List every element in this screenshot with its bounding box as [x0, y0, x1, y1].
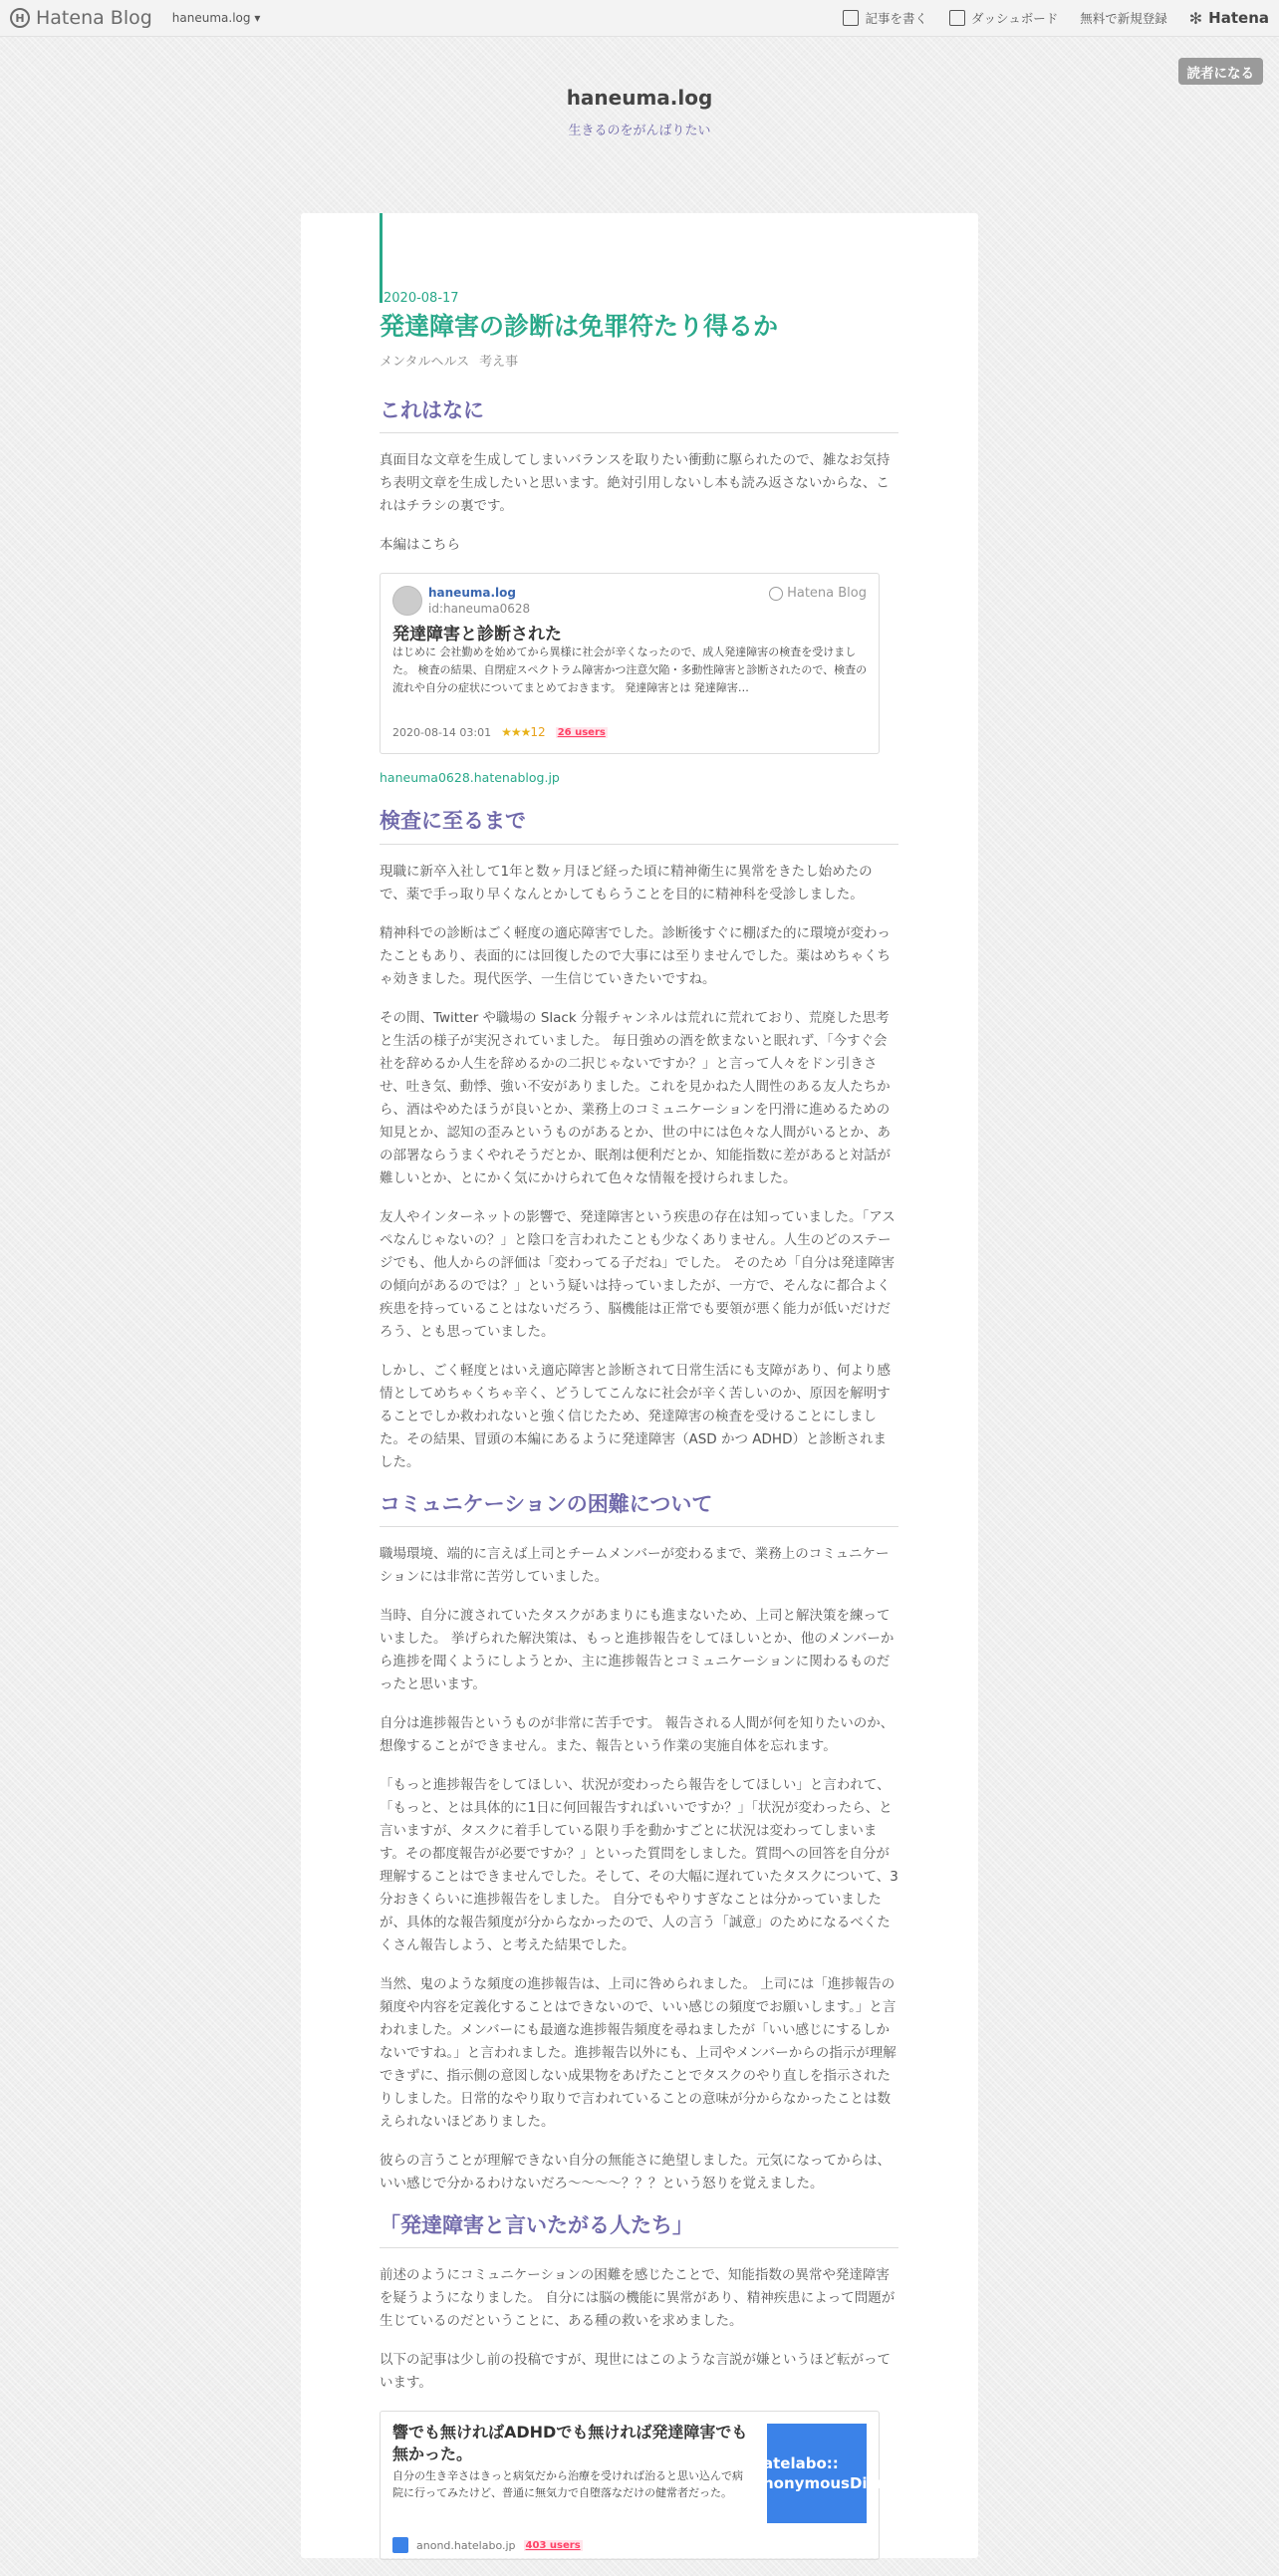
entry-title[interactable]: 発達障害の診断は免罪符たり得るか	[380, 312, 779, 341]
embed-service-name: Hatena Blog	[787, 586, 867, 602]
paragraph: 職場環境、端的に言えば上司とチームメンバーが変わるまで、業務上のコミュニケーションには非常に苦労していました。	[380, 1546, 890, 1586]
hatena-label: Hatena	[1208, 9, 1269, 27]
anond-title[interactable]: 響でも無ければADHDでも無ければ発達障害でも無かった。	[392, 2423, 748, 2464]
thumb-text: nonymousDiar	[763, 2474, 886, 2493]
subscribe-button[interactable]: 読者になる	[1178, 58, 1264, 85]
paragraph: 当然、鬼のような頻度の進捗報告は、上司に咎められました。 上司には「進捗報告の頻度や内容を定義化することはできないので、いい感じの頻度でお願いします。」と言われました。メンバーにも最適な進捗報告頻度を尋ねましたが「いい感じにするしかないですね。」と言われました。進捗報告以外にも、上司やメンバーからの指示が理解できずに、指示側の意図しない成果物をあげたことでタスクのやり直しを指示されたりしました。日常的なやり取りで言われていることの意味が分からなかったことは数えられないほどありました。	[380, 1976, 896, 2131]
embed-user-id: id:haneuma0628	[428, 602, 531, 617]
dashboard-link[interactable]	[949, 9, 1058, 27]
anond-summary: 自分の生き辛さはきっと病気だから治療を受ければ治ると思い込んで病院に行ってみたけど、普通に無気力で自堕落なだけの健常者だった。	[392, 2469, 743, 2500]
embed-stars	[501, 725, 546, 739]
paragraph: 精神科での診断はごく軽度の適応障害でした。診断後すぐに棚ぼた的に環境が変わったこともあり、表面的には回復したので大事には至りませんでした。薬はめちゃくちゃ効きました。現代医学、一生信じていきたいですね。	[380, 924, 891, 987]
blog-menu-dropdown[interactable]: haneuma.log ▾	[171, 11, 261, 25]
paragraph: 彼らの言うことが理解できない自分の無能さに絶望しました。元気になってからは、いい感じで分かるわけないだろ〜〜〜〜？？？という怒りを覚えました。	[380, 2153, 891, 2192]
hatena-star-icon: ✻	[1188, 8, 1203, 28]
paragraph: 前述のようにコミュニケーションの困難を感じたことで、知能指数の異常や発達障害を疑うようになりました。 自分には脳の機能に異常があり、精神疾患によって問題が生じているのだということに、ある種の救いを求めました。	[380, 2267, 895, 2330]
hatena-blog-logo-text: Hatena Blog	[36, 7, 152, 29]
blog-title[interactable]: haneuma.log	[566, 86, 713, 110]
section-heading: コミュニケーションの困難について	[380, 1490, 898, 1527]
avatar	[392, 586, 422, 616]
paragraph: 「もっと進捗報告をしてほしい、状況が変わったら報告をしてほしい」と言われて、「もっと、とは具体的に1日に何回報告すればいいですか？」「状況が変わったら、と言いますが、タスクに着手している限り手を動かすごとに状況は変わってしまいます。その都度報告が必要ですか？」といった質問をしました。質問への回答を自分が理解することはできませんでした。そして、その大幅に遅れていたタスクについて、3分おきくらいに進捗報告をしました。 自分でもやりすぎなことは分かっていましたが、具体的な報告頻度が分からなかったので、人の言う「誠意」のためになるべくたくさん報告しよう、と考えた結果でした。	[380, 1777, 898, 1954]
paragraph: 当時、自分に渡されていたタスクがあまりにも進まないため、上司と解決策を練っていました。 挙げられた解決策は、もっと進捗報告をしてほしいとか、他のメンバーから進捗を聞くようにしようとか、主に進捗報告とコミュニケーションに関わるものだったと思います。	[380, 1608, 895, 1693]
paragraph: 現職に新卒入社して1年と数ヶ月ほど経った頃に精神衛生に異常をきたし始めたので、薬で手っ取り早くなんとかしてもらうことを目的に精神科を受診しました。	[380, 863, 873, 902]
category-link[interactable]: メンタルヘルス	[380, 355, 470, 370]
star-count: 12	[530, 725, 546, 740]
embed-source-link[interactable]: haneuma0628.hatenablog.jp	[380, 770, 560, 786]
paragraph: 真面目な文章を生成してしまいバランスを取りたい衝動に駆られたので、雑なお気持ち表明文章を生成したいと思います。絶対引用しないし本も読み返さないからな、これはチラシの裏です。	[380, 452, 891, 515]
category-link[interactable]: 考え事	[479, 355, 519, 370]
thumb-text: atelabo::	[763, 2454, 839, 2473]
entry-categories	[380, 351, 518, 370]
anond-source[interactable]: anond.hatelabo.jp	[416, 2538, 516, 2552]
paragraph: しかし、ごく軽度とはいえ適応障害と診断されて日常生活にも支障があり、何より感情としてめちゃくちゃ辛く、どうしてこんなに社会が辛く苦しいのか、原因を解明することでしか救われないと強く信じたため、発達障害の検査を受けることにしました。その結果、冒頭の本編にあるように発達障害（ASD かつ ADHD）と診断されました。	[380, 1362, 891, 1470]
section-heading: 検査に至るまで	[380, 807, 898, 844]
write-article-link[interactable]	[843, 9, 927, 27]
bookmark-users-badge[interactable]: 26 users	[557, 726, 606, 738]
entry-body	[380, 396, 898, 2576]
paragraph: 以下の記事は少し前の投稿ですが、現世にはこのような言説が嫌というほど転がっています。	[380, 2352, 891, 2392]
section-heading: 「発達障害と言いたがる人たち」	[380, 2211, 898, 2248]
dashboard-icon	[949, 10, 965, 26]
embed-summary: はじめに 会社勤めを始めてから異様に社会が辛くなったので、成人発達障害の検査を受けました。 検査の結果、自閉症スペクトラム障害かつ注意欠陥・多動性障害と診断されたので、検査の流れや自分の症状についてまとめておきます。 発達障害とは 発達障害…	[392, 645, 868, 695]
section-heading: これはなに	[380, 396, 898, 433]
embed-service-logo	[769, 586, 867, 601]
hatena-blog-logo[interactable]	[10, 7, 152, 29]
anond-embed-card[interactable]	[380, 2411, 886, 2560]
dashboard-label: ダッシュボード	[970, 11, 1059, 26]
title-accent-bar	[380, 213, 383, 303]
bookmark-users-badge[interactable]: 403 users	[525, 2539, 581, 2551]
hatena-logo-icon	[769, 587, 783, 601]
anond-footer	[392, 2537, 583, 2553]
pencil-icon	[843, 10, 859, 26]
embed-blog-name[interactable]: haneuma.log	[428, 586, 516, 601]
paragraph: 友人やインターネットの影響で、発達障害という疾患の存在は知っていました。「アスペなんじゃないの？」と陰口を言われたことも少なくありません。人生のどのステージでも、他人からの評価は「変わってる子だね」でした。 そのため「自分は発達障害の傾向があるのでは？」という疑いは持っていましたが、一方で、そんなに都合よく疾患を持っていることはないだろう、脳機能は正常でも要領が悪く能力が低いだけだろう、とも思っていました。	[380, 1208, 895, 1340]
anond-thumbnail	[763, 2424, 886, 2523]
register-link[interactable]: 無料で新規登録	[1080, 11, 1167, 26]
hatena-logo-icon: H	[10, 8, 30, 28]
star-icons: ★★★	[501, 725, 531, 740]
hatena-menu[interactable]	[1189, 9, 1269, 28]
site-favicon-icon	[392, 2537, 408, 2553]
blog-embed-card[interactable]	[380, 573, 880, 754]
global-header	[0, 0, 1279, 37]
embed-date: 2020-08-14 03:01	[392, 725, 492, 739]
paragraph: その間、Twitter や職場の Slack 分報チャンネルは荒れに荒れており、荒廃した思考と生活の様子が実況されていました。 毎日強めの酒を飲まないと眠れず、「今すぐ会社を辞めるか人生を辞めるかの二択じゃないですか？」と言って人々をドン引きさせ、吐き気、動悸、強い不安がありました。これを見かねた人間性のある友人たちから、酒はやめたほうが良いとか、業務上のコミュニケーションを円滑に進めるための知見とか、認知の歪みというものがあるとか、世の中には色々な人間がいるとか、あの部署ならうまくやれそうだとか、眠剤は便利だとか、知能指数に差があると対話が難しいとか、とにかく気にかけられて色々な情報を授けられました。	[380, 1009, 891, 1186]
blog-description: 生きるのをがんばりたい	[568, 124, 711, 138]
embed-title[interactable]: 発達障害と診断された	[392, 625, 562, 645]
entry-date[interactable]: 2020-08-17	[384, 291, 459, 306]
paragraph: 自分は進捗報告というものが非常に苦手です。 報告される人間が何を知りたいのか、想像することができません。また、報告という作業の実施自体を忘れます。	[380, 1715, 895, 1755]
paragraph: 本編はこちら	[380, 537, 460, 554]
embed-footer	[392, 725, 608, 739]
write-article-label: 記事を書く	[865, 11, 927, 26]
